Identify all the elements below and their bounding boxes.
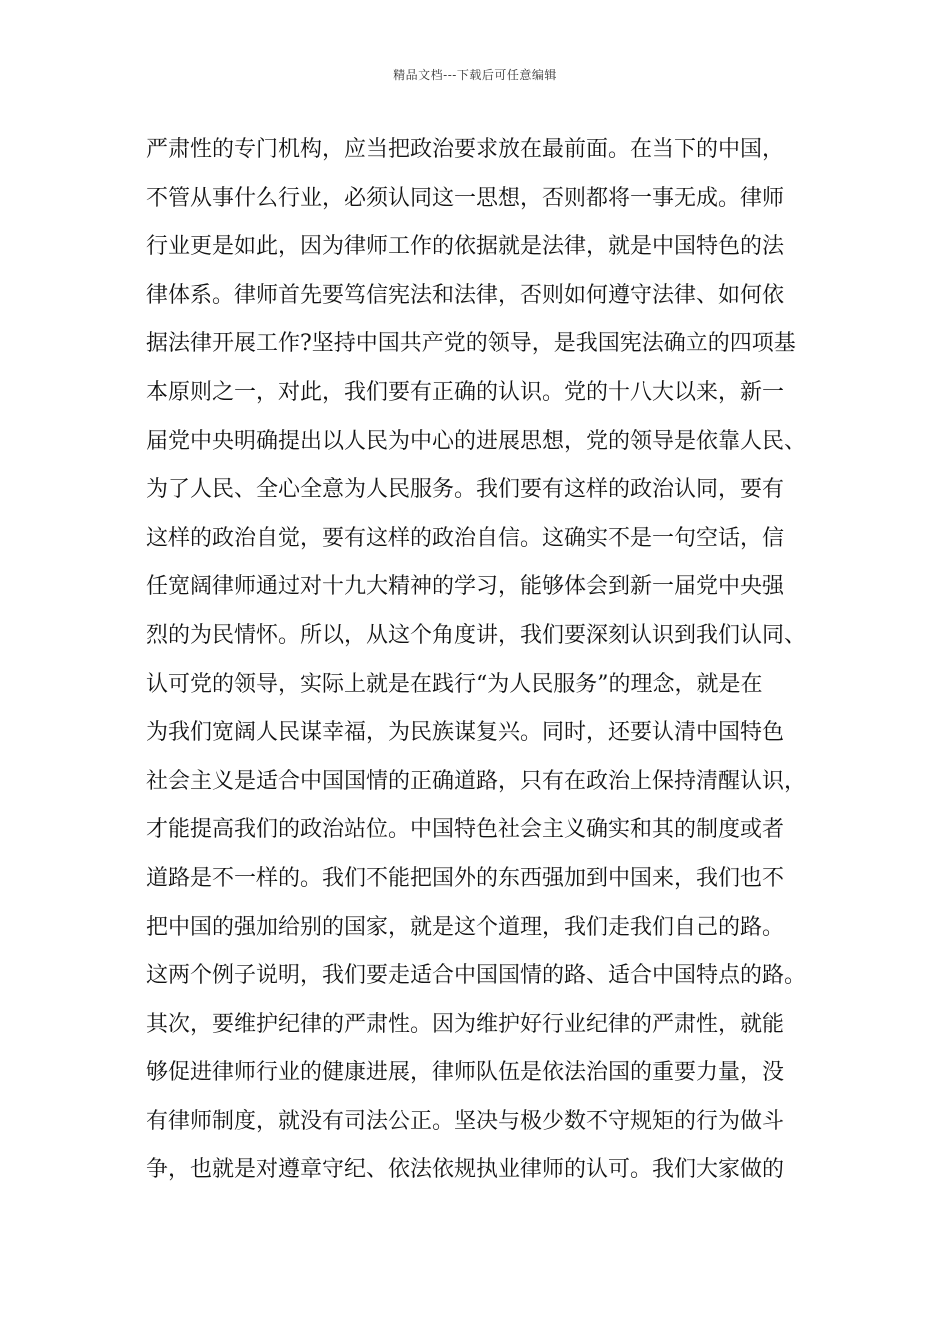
text-line: 届党中央明确提出以人民为中心的进展思想，党的领导是依靠人民、 — [146, 428, 807, 454]
text-line: 烈的为民情怀。所以，从这个角度讲，我们要深刻认识到我们认同、 — [146, 622, 807, 648]
text-line: 为我们宽阔人民谋幸福，为民族谋复兴。同时，还要认清中国特色 — [146, 720, 785, 746]
text-line: 道路是不一样的。我们不能把国外的东西强加到中国来，我们也不 — [146, 865, 785, 891]
text-line: 任宽阔律师通过对十九大精神的学习，能够体会到新一届党中央强 — [146, 574, 785, 600]
text-line: 据法律开展工作?坚持中国共产党的领导，是我国宪法确立的四项基 — [146, 331, 796, 357]
body-text — [146, 126, 812, 1195]
text-line: 争，也就是对遵章守纪、依法依规执业律师的认可。我们大家做的 — [146, 1157, 785, 1183]
text-line: 其次，要维护纪律的严肃性。因为维护好行业纪律的严肃性，就能 — [146, 1011, 785, 1037]
text-line: 认可党的领导，实际上就是在践行“为人民服务”的理念，就是在 — [146, 671, 763, 697]
text-line: 行业更是如此，因为律师工作的依据就是法律，就是中国特色的法 — [146, 234, 785, 260]
text-line: 社会主义是适合中国国情的正确道路，只有在政治上保持清醒认识， — [146, 768, 807, 794]
text-line: 不管从事什么行业，必须认同这一思想，否则都将一事无成。律师 — [146, 185, 785, 211]
text-line: 严肃性的专门机构，应当把政治要求放在最前面。在当下的中国， — [146, 137, 785, 162]
text-line: 这样的政治自觉，要有这样的政治自信。这确实不是一句空话，信 — [146, 525, 785, 551]
text-line: 律体系。律师首先要笃信宪法和法律，否则如何遵守法律、如何依 — [146, 282, 785, 308]
text-line: 把中国的强加给别的国家，就是这个道理，我们走我们自己的路。 — [146, 914, 785, 940]
text-line: 有律师制度，就没有司法公正。坚决与极少数不守规矩的行为做斗 — [146, 1108, 785, 1134]
text-line: 够促进律师行业的健康进展，律师队伍是依法治国的重要力量，没 — [146, 1060, 785, 1086]
text-line: 才能提高我们的政治站位。中国特色社会主义确实和其的制度或者 — [146, 817, 785, 843]
text-line: 这两个例子说明，我们要走适合中国国情的路、适合中国特点的路。 — [146, 963, 807, 989]
text-line: 为了人民、全心全意为人民服务。我们要有这样的政治认同，要有 — [146, 477, 785, 503]
page-header: 精品文档---下载后可任意编辑 — [393, 68, 557, 82]
text-line: 本原则之一，对此，我们要有正确的认识。党的十八大以来，新一 — [146, 379, 785, 405]
